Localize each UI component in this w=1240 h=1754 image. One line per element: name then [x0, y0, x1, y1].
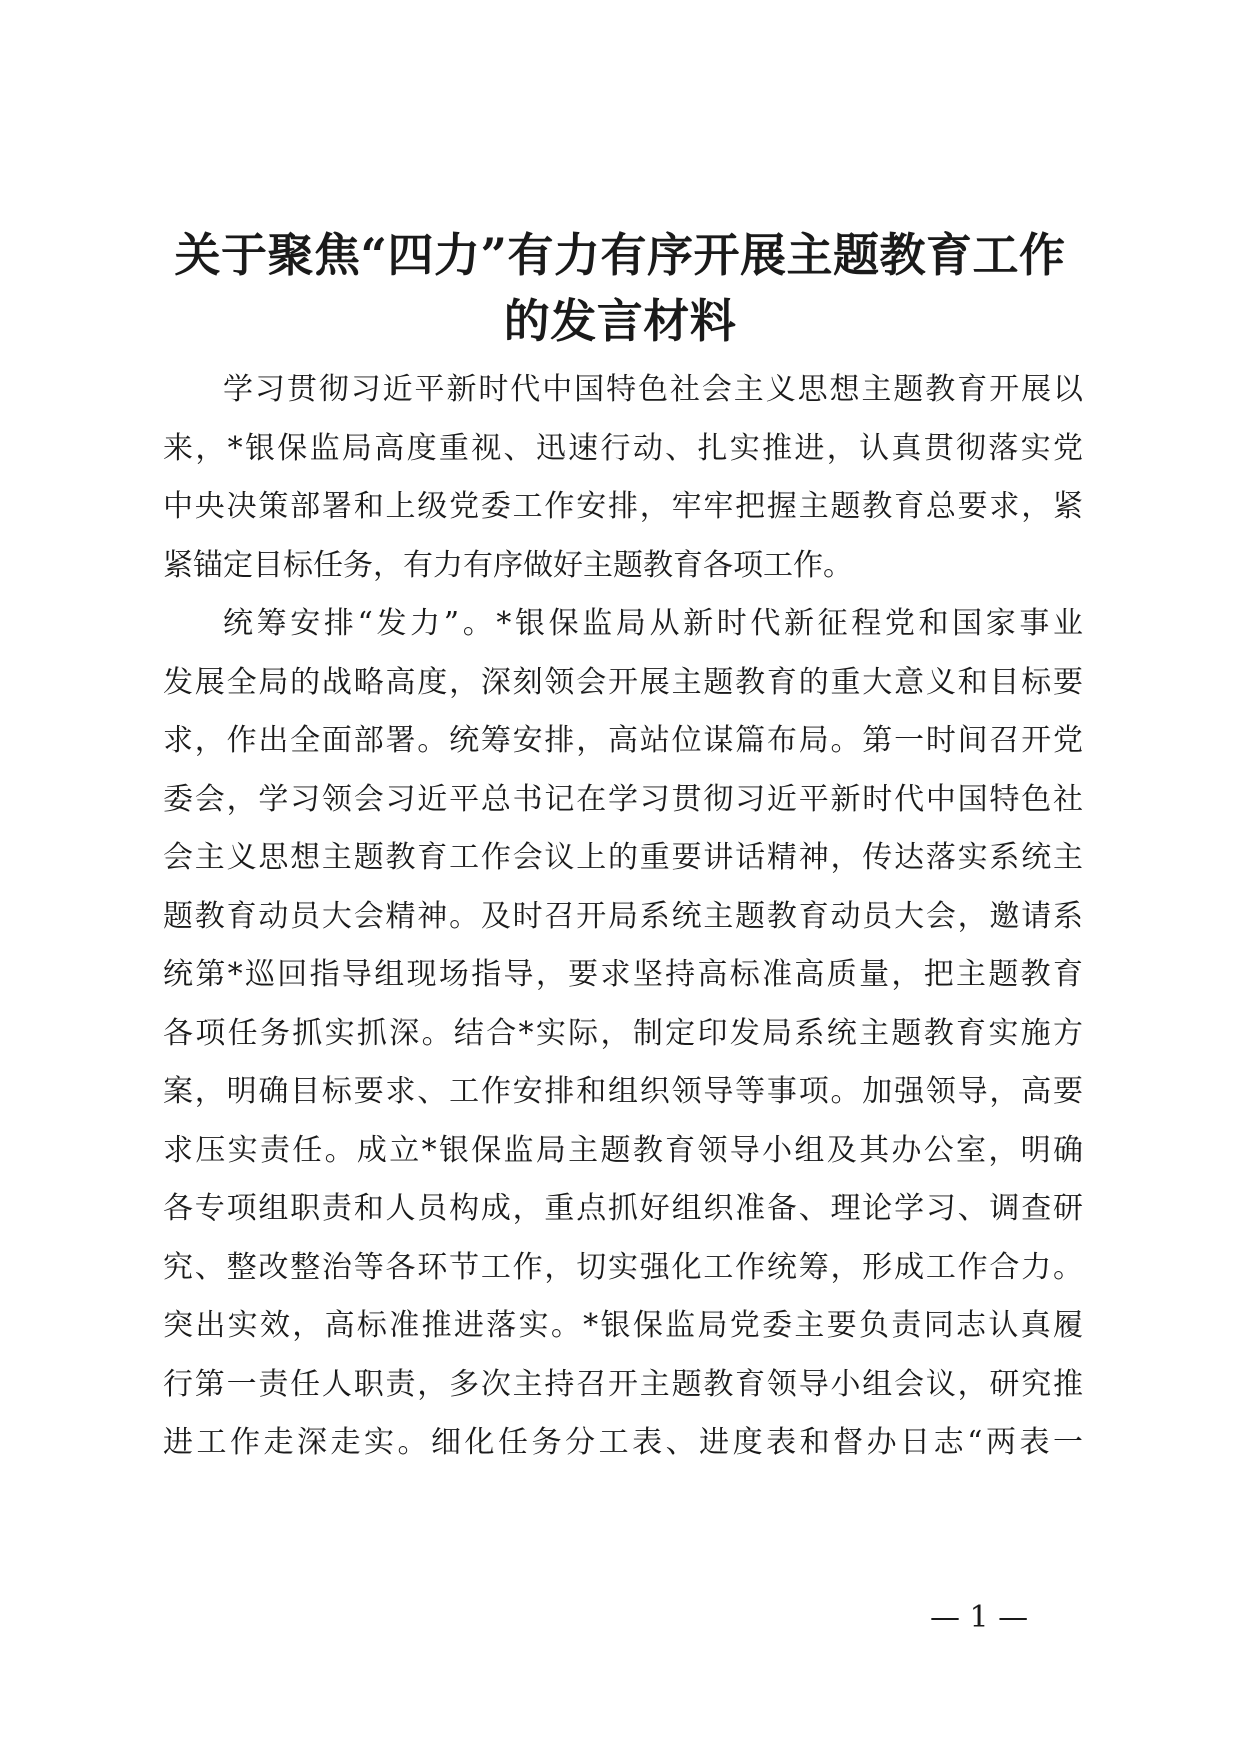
paragraph-line: 来，*银保监局高度重视、迅速行动、扎实推进，认真贯彻落实党	[163, 430, 1083, 466]
paragraph-line: 进工作走深走实。细化任务分工表、进度表和督办日志“两表一	[163, 1425, 1083, 1460]
paragraph-line: 中央决策部署和上级党委工作安排，牢牢把握主题教育总要求，紧	[163, 489, 1083, 524]
paragraph-line: 题教育动员大会精神。及时召开局系统主题教育动员大会，邀请系	[163, 898, 1083, 934]
title-line: 关于聚焦“四力”有力有序开展主题教育工作	[174, 228, 1066, 282]
paragraph-line: 各专项组职责和人员构成，重点抓好组织准备、理论学习、调查研	[163, 1191, 1083, 1226]
paragraph-line: 会主义思想主题教育工作会议上的重要讲话精神，传达落实系统主	[163, 840, 1083, 875]
paragraph-line: 究、整改整治等各环节工作，切实强化工作统筹，形成工作合力。	[163, 1249, 1083, 1285]
paragraph-line: 各项任务抓实抓深。结合*实际，制定印发局系统主题教育实施方	[163, 1015, 1083, 1051]
paragraph-line: 委会，学习领会习近平总书记在学习贯彻习近平新时代中国特色社	[163, 781, 1083, 817]
paragraph-line: 统筹安排“发力”。*银保监局从新时代新征程党和国家事业	[223, 606, 1083, 641]
paragraph-line: 统第*巡回指导组现场指导，要求坚持高标准高质量，把主题教育	[163, 957, 1083, 992]
paragraph-line: 发展全局的战略高度，深刻领会开展主题教育的重大意义和目标要	[163, 664, 1083, 700]
page-number: — 1 —	[930, 1600, 1029, 1635]
document-title	[150, 222, 1090, 354]
paragraph-line: 求压实责任。成立*银保监局主题教育领导小组及其办公室，明确	[163, 1132, 1083, 1168]
paragraph-line: 紧锚定目标任务，有力有序做好主题教育各项工作。	[163, 547, 853, 583]
document-body	[163, 361, 1083, 1473]
title-line: 的发言材料	[503, 294, 737, 348]
paragraph-line: 行第一责任人职责，多次主持召开主题教育领导小组会议，研究推	[163, 1366, 1083, 1402]
paragraph-line: 案，明确目标要求、工作安排和组织领导等事项。加强领导，高要	[163, 1074, 1083, 1109]
paragraph-line: 求，作出全面部署。统筹安排，高站位谋篇布局。第一时间召开党	[163, 723, 1083, 758]
paragraph-line: 突出实效，高标准推进落实。*银保监局党委主要负责同志认真履	[163, 1308, 1083, 1343]
paragraph-line: 学习贯彻习近平新时代中国特色社会主义思想主题教育开展以	[223, 372, 1083, 407]
